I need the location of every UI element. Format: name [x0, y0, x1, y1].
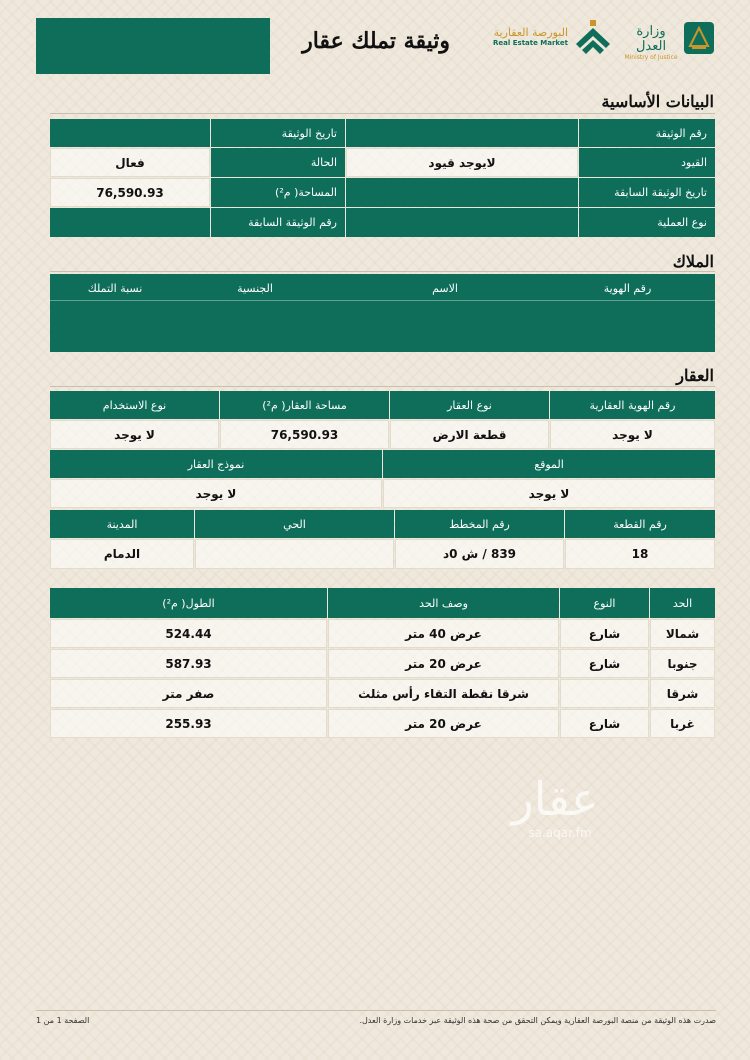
property-header-type: نوع العقار — [390, 391, 549, 419]
plot-number-value: 18 — [565, 539, 715, 569]
header-green-band — [36, 18, 270, 74]
property-id-value: لا يوجد — [550, 420, 715, 449]
doc-number-label: رقم الوثيقة — [579, 119, 715, 147]
prev-doc-number-label: رقم الوثيقة السابقة — [211, 208, 345, 237]
boundary-row-type: شارع — [560, 709, 649, 738]
property-header-id: رقم الهوية العقارية — [550, 391, 715, 419]
prev-doc-number-value — [50, 208, 210, 237]
boundary-row-description: شرقا نقطة التقاء رأس مثلث — [328, 679, 559, 708]
boundary-row-length: 524.44 — [50, 619, 327, 648]
document-title: وثيقة تملك عقار — [302, 28, 450, 54]
divider — [50, 113, 715, 114]
doc-number-value — [346, 119, 578, 147]
status-value: فعال — [50, 148, 210, 177]
prev-doc-date-label: تاريخ الوثيقة السابقة — [579, 178, 715, 207]
property-title: العقار — [676, 366, 714, 385]
property-model-value: لا يوجد — [50, 479, 382, 508]
district-value — [195, 539, 394, 569]
owners-header-id: رقم الهوية — [603, 281, 652, 295]
owners-title: الملاك — [672, 252, 714, 271]
area-value: 76,590.93 — [50, 178, 210, 207]
ministry-emblem-icon — [682, 18, 716, 58]
owners-header-nationality: الجنسية — [237, 281, 273, 295]
boundary-header-type: النوع — [560, 588, 649, 618]
footer-divider — [36, 1010, 716, 1011]
plot-number-header: رقم القطعة — [565, 510, 715, 538]
area-label: المساحة( م²) — [211, 178, 345, 207]
owners-header-divider — [50, 300, 715, 301]
operation-type-value — [346, 208, 578, 237]
owners-header-ownership: نسبة التملك — [87, 281, 143, 295]
boundary-row-length: صفر متر — [50, 679, 327, 708]
location-header: الموقع — [383, 450, 715, 478]
boundary-row-side: شمالا — [650, 619, 715, 648]
divider — [50, 386, 715, 387]
ministry-name-ar: وزارة العدل — [635, 24, 667, 54]
operation-type-label: نوع العملية — [579, 208, 715, 237]
boundary-header-side: الحد — [650, 588, 715, 618]
boundary-row-length: 587.93 — [50, 649, 327, 678]
boundary-row-side: غربا — [650, 709, 715, 738]
district-header: الحي — [195, 510, 394, 538]
boundary-row-type: شارع — [560, 619, 649, 648]
boundary-row-description: عرض 20 متر — [328, 649, 559, 678]
boundary-row-side: جنوبا — [650, 649, 715, 678]
boundary-row-description: عرض 20 متر — [328, 709, 559, 738]
basic-data-title: البيانات الأساسية — [601, 92, 714, 111]
market-emblem-icon — [572, 18, 614, 58]
property-header-usage: نوع الاستخدام — [50, 391, 219, 419]
boundary-row-type — [560, 679, 649, 708]
page-number: الصفحة 1 من 1 — [36, 1016, 90, 1025]
doc-date-label: تاريخ الوثيقة — [211, 119, 345, 147]
owners-header-name: الاسم — [432, 281, 458, 295]
property-usage-value: لا يوجد — [50, 420, 219, 449]
property-area-value: 76,590.93 — [220, 420, 389, 449]
boundary-row-length: 255.93 — [50, 709, 327, 738]
real-estate-market-logo — [488, 26, 568, 47]
property-model-header: نموذج العقار — [50, 450, 382, 478]
boundary-row-description: عرض 40 متر — [328, 619, 559, 648]
aqar-watermark-url: sa.aqar.fm — [528, 826, 592, 840]
city-header: المدينة — [50, 510, 194, 538]
boundary-header-length: الطول( م²) — [50, 588, 327, 618]
status-label: الحالة — [211, 148, 345, 177]
property-header-area: مساحة العقار( م²) — [220, 391, 389, 419]
boundary-row-side: شرقا — [650, 679, 715, 708]
plan-number-value: 839 / ش 0د — [395, 539, 564, 569]
restrictions-label: القيود — [579, 148, 715, 177]
plan-number-header: رقم المخطط — [395, 510, 564, 538]
city-value: الدمام — [50, 539, 194, 569]
divider — [50, 271, 715, 272]
ministry-name-en: Ministry of Justice — [624, 54, 678, 61]
ministry-of-justice-logo — [620, 24, 682, 61]
footer-note: صدرت هذه الوثيقة من منصة البورصة العقارية ويمكن التحقق من صحة هذه الوثيقة عبر خدمات وزارة العدل. — [359, 1016, 716, 1025]
boundary-row-type: شارع — [560, 649, 649, 678]
market-name-en: Real Estate Market — [493, 39, 568, 47]
restrictions-value: لايوجد قيود — [346, 148, 578, 177]
boundary-header-description: وصف الحد — [328, 588, 559, 618]
prev-doc-date-value — [346, 178, 578, 207]
property-type-value: قطعة الارض — [390, 420, 549, 449]
doc-date-value — [50, 119, 210, 147]
aqar-watermark-logo: عقار — [511, 772, 599, 826]
location-value: لا يوجد — [383, 479, 715, 508]
market-name-ar: البورصة العقارية — [493, 26, 568, 39]
